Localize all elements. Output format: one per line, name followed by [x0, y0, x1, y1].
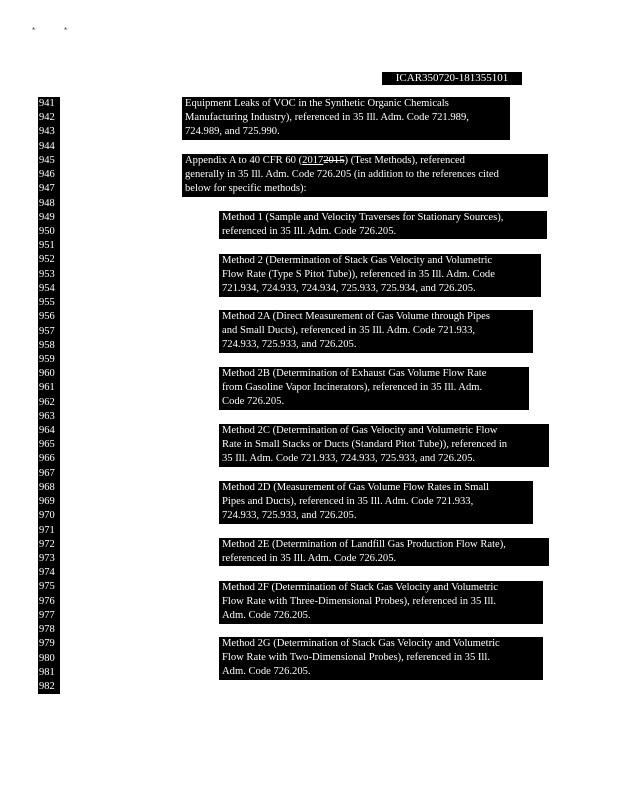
entry-line: Rate in Small Stacks or Ducts (Standard Pitot Tube)), referenced in	[222, 439, 508, 451]
line-number: 970	[39, 510, 55, 522]
line-number: 959	[39, 353, 55, 365]
entry-line: Method 2A (Direct Measurement of Gas Volume through Pipes	[222, 311, 490, 322]
entry-text: ) (Test Methods), referenced	[344, 155, 465, 166]
line-number: 958	[39, 339, 55, 351]
entry-method-2f	[219, 581, 543, 624]
entry-line: Method 2F (Determination of Stack Gas Velocity and Volumetric	[222, 582, 498, 593]
entry-line: Manufacturing Industry), referenced in 35 Ill. Adm. Code 721.989,	[185, 112, 469, 124]
entry-line: referenced in 35 Ill. Adm. Code 726.205.	[222, 226, 397, 238]
entry-line: 724.933, 725.933, and 726.205.	[222, 339, 357, 351]
entry-method-2a	[219, 310, 533, 353]
line-number: 965	[39, 439, 55, 451]
entry-line	[185, 154, 545, 168]
entry-line: 724.989, and 725.990.	[185, 126, 280, 138]
deleted-year: 2015	[323, 155, 345, 166]
corner-mark-right: *	[64, 26, 68, 35]
line-number: 968	[39, 481, 55, 493]
line-number: 941	[39, 98, 55, 109]
line-number: 949	[39, 211, 55, 223]
entry-line: Code 726.205.	[222, 396, 285, 408]
line-number: 947	[39, 183, 55, 195]
entry-voc-equipment-leaks	[182, 97, 510, 140]
corner-mark-left: *	[32, 26, 36, 35]
line-number: 957	[39, 325, 55, 337]
entry-line: and Small Ducts), referenced in 35 Ill. Adm. Code 721.933,	[222, 325, 476, 337]
line-number: 980	[39, 652, 55, 664]
entry-line: Pipes and Ducts), referenced in 35 Ill. Adm. Code 721.933,	[222, 496, 474, 508]
line-number-column	[38, 97, 60, 694]
entry-line: from Gasoline Vapor Incinerators), referenced in 35 Ill. Adm.	[222, 382, 483, 394]
line-number: 973	[39, 553, 55, 564]
line-number: 972	[39, 538, 55, 550]
entry-method-2d	[219, 481, 533, 524]
line-number: 954	[39, 282, 55, 294]
line-number: 950	[39, 225, 55, 237]
entry-line: below for specific methods):	[185, 183, 307, 195]
entry-method-2e	[219, 538, 549, 566]
line-number: 944	[39, 140, 55, 152]
line-number: 981	[39, 666, 55, 678]
entry-line: Method 2D (Measurement of Gas Volume Flow Rates in Small	[222, 482, 490, 493]
entry-line: Flow Rate with Two-Dimensional Probes), referenced in 35 Ill.	[222, 652, 490, 664]
entry-line: 724.933, 725.933, and 726.205.	[222, 510, 357, 522]
line-number: 966	[39, 453, 55, 465]
line-number: 962	[39, 396, 55, 408]
entry-line: Method 2C (Determination of Gas Velocity and Volumetric Flow	[222, 425, 498, 436]
entry-line: generally in 35 Ill. Adm. Code 726.205 (in addition to the references cited	[185, 169, 499, 181]
line-number: 969	[39, 496, 55, 508]
line-number: 946	[39, 169, 55, 181]
entry-line: 721.934, 724.933, 724.934, 725.933, 725.934, and 726.205.	[222, 283, 476, 295]
entry-line: Adm. Code 726.205.	[222, 666, 311, 678]
entry-line: Flow Rate with Three-Dimensional Probes), referenced in 35 Ill.	[222, 596, 496, 608]
entry-line: Method 2E (Determination of Landfill Gas Production Flow Rate),	[222, 539, 506, 550]
line-number: 948	[39, 197, 55, 209]
line-number: 978	[39, 624, 55, 636]
line-number: 979	[39, 638, 55, 650]
line-number: 963	[39, 410, 55, 422]
entry-line: Method 2 (Determination of Stack Gas Velocity and Volumetric	[222, 255, 493, 266]
entry-line: Method 1 (Sample and Velocity Traverses for Stationary Sources),	[222, 212, 504, 223]
line-number: 953	[39, 268, 55, 280]
inserted-year: 2017	[302, 155, 324, 166]
document-id: ICAR350720-181355101	[382, 72, 522, 85]
line-number: 945	[39, 154, 55, 166]
entry-line: Equipment Leaks of VOC in the Synthetic Organic Chemicals	[185, 98, 449, 109]
entry-method-2c	[219, 424, 549, 467]
line-number: 955	[39, 297, 55, 309]
line-number: 974	[39, 567, 55, 579]
line-number: 977	[39, 609, 55, 621]
line-number: 956	[39, 311, 55, 323]
entry-line: 35 Ill. Adm. Code 721.933, 724.933, 725.933, and 726.205.	[222, 453, 476, 465]
line-number: 942	[39, 112, 55, 124]
entry-line: Method 2G (Determination of Stack Gas Velocity and Volumetric	[222, 638, 500, 649]
line-number: 960	[39, 368, 55, 380]
entry-appendix-a	[182, 154, 548, 197]
line-number: 951	[39, 240, 55, 252]
entry-line: Adm. Code 726.205.	[222, 610, 311, 622]
entry-method-2	[219, 254, 541, 297]
entry-text: Appendix A to 40 CFR 60 (	[185, 155, 303, 166]
line-number: 971	[39, 524, 55, 536]
line-number: 961	[39, 382, 55, 394]
entry-method-2b	[219, 367, 529, 410]
entry-method-1	[219, 211, 547, 239]
line-number: 943	[39, 126, 55, 138]
entry-line: Method 2B (Determination of Exhaust Gas Volume Flow Rate	[222, 368, 487, 379]
entry-line: Flow Rate (Type S Pitot Tube)), referenced in 35 Ill. Adm. Code	[222, 269, 495, 281]
entry-method-2g	[219, 637, 543, 680]
line-number: 952	[39, 254, 55, 266]
entry-line: referenced in 35 Ill. Adm. Code 726.205.	[222, 553, 397, 565]
line-number: 982	[39, 680, 55, 692]
line-number: 964	[39, 425, 55, 437]
line-number: 975	[39, 581, 55, 593]
line-number: 967	[39, 467, 55, 479]
line-number: 976	[39, 595, 55, 607]
